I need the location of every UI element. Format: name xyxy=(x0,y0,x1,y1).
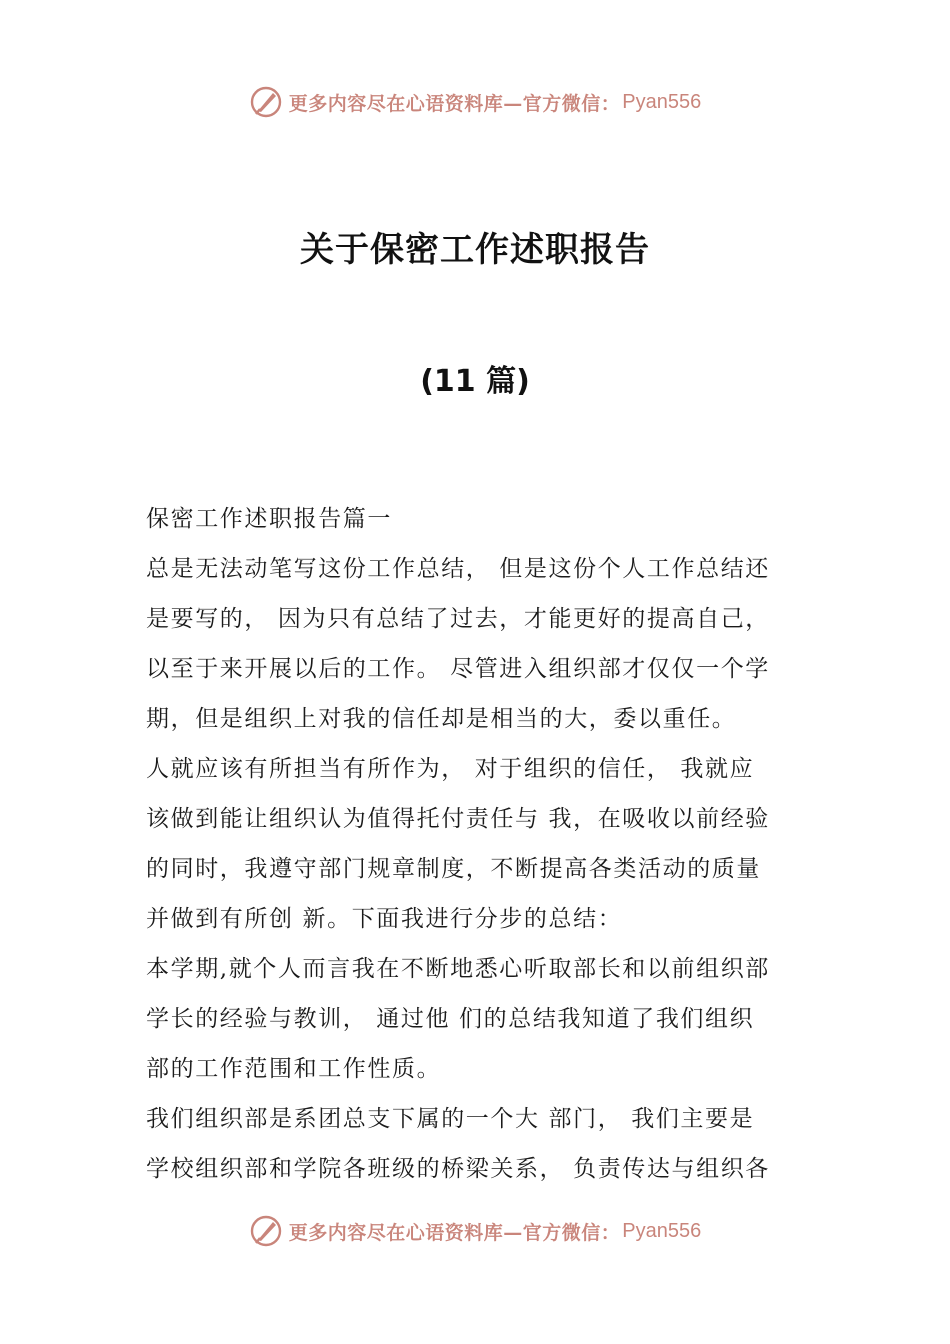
body-line: 总是无法动笔写这份工作总结， 但是这份个人工作总结还 xyxy=(146,556,770,582)
header-watermark-banner xyxy=(0,82,950,122)
header-wechat-id: Pyan556 xyxy=(622,90,702,113)
body-line: 本学期,就个人而言我在不断地悉心听取部长和以前组织部 xyxy=(146,956,770,982)
footer-watermark-banner xyxy=(0,1211,950,1251)
body-line: 人就应该有所担当有所作为， 对于组织的信任， 我就应 xyxy=(146,756,755,782)
document-title: 关于保密工作述职报告 xyxy=(300,230,650,270)
footer-banner-text: 更多内容尽在心语资料库—官方微信： xyxy=(288,1221,621,1244)
body-line: 该做到能让组织认为值得托付责任与 我，在吸收以前经验 xyxy=(146,806,770,832)
body-line: 以至于来开展以后的工作。 尽管进入组织部才仅仅一个学 xyxy=(146,656,770,682)
section-heading: 保密工作述职报告篇一 xyxy=(146,506,392,532)
body-line: 学长的经验与教训， 通过他 们的总结我知道了我们组织 xyxy=(146,1006,755,1032)
body-line: 部的工作范围和工作性质。 xyxy=(146,1056,442,1082)
pen-feather-logo-icon xyxy=(249,1214,283,1248)
body-line: 我们组织部是系团总支下属的一个大 部门， 我们主要是 xyxy=(146,1106,755,1132)
header-banner-text: 更多内容尽在心语资料库—官方微信： xyxy=(288,92,621,115)
body-line: 的同时，我遵守部门规章制度，不断提高各类活动的质量 xyxy=(146,856,761,882)
pen-feather-logo-icon xyxy=(249,85,283,119)
document-body xyxy=(146,494,806,1194)
footer-wechat-id: Pyan556 xyxy=(622,1219,702,1242)
body-line: 期，但是组织上对我的信任却是相当的大，委以重任。 xyxy=(146,706,737,732)
body-line: 是要写的， 因为只有总结了过去，才能更好的提高自己， xyxy=(146,606,770,632)
body-line: 学校组织部和学院各班级的桥梁关系， 负责传达与组织各 xyxy=(146,1156,770,1182)
document-subtitle: (11 篇) xyxy=(420,364,530,399)
body-line: 并做到有所创 新。下面我进行分步的总结： xyxy=(146,906,623,932)
